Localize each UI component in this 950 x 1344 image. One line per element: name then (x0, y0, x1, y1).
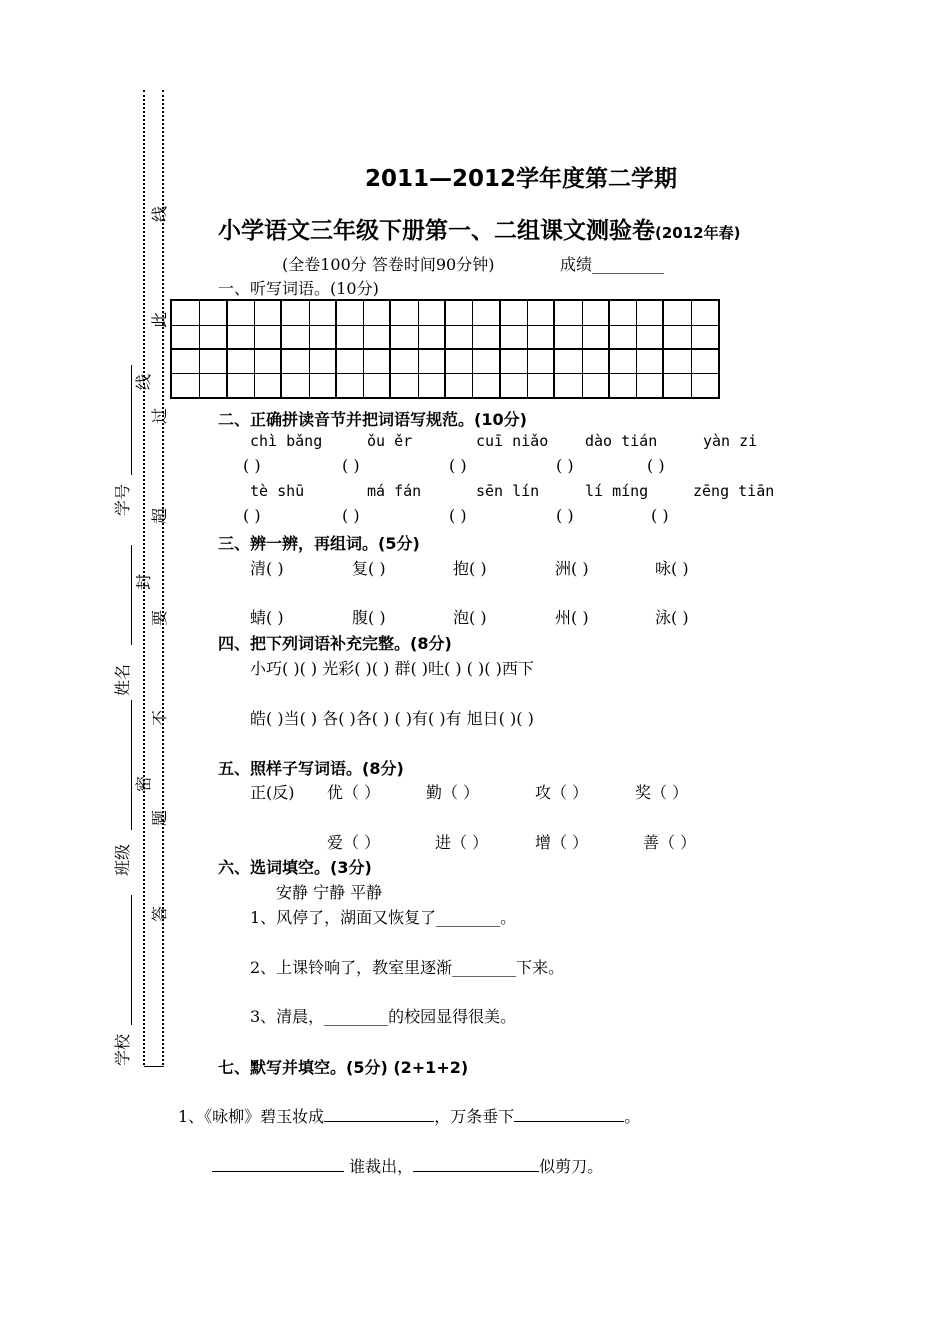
fill-question-1[interactable]: 1、风停了，湖面又恢复了________。 (250, 908, 517, 927)
section-3-heading: 三、辨一辨，再组词。(5分) (218, 534, 420, 553)
title-exam-suffix: (2012年春) (655, 224, 741, 242)
grid-half-column-line (582, 301, 583, 397)
antonym-item[interactable]: 优（ ） (327, 783, 381, 802)
grid-half-column-line (527, 301, 528, 397)
pinyin-item: lí míng (585, 482, 649, 500)
warn-char: 封 (134, 573, 154, 591)
poem-text: 似剪刀。 (539, 1157, 604, 1176)
title-exam-main: 小学语文三年级下册第一、二组课文测验卷 (218, 218, 655, 244)
pinyin-item: sēn lín (476, 482, 540, 500)
grid-half-column-line (309, 301, 310, 397)
grid-column-line (608, 301, 610, 397)
grid-half-column-line (199, 301, 200, 397)
pinyin-item: yàn zi (703, 432, 758, 450)
warn-char: 此 (150, 311, 170, 329)
section-6-heading: 六、选词填空。(3分) (218, 858, 372, 877)
pinyin-item: cuī niǎo (476, 432, 549, 450)
score-field[interactable]: 成绩_________ (560, 255, 665, 274)
word-item[interactable]: 州( ) (555, 608, 589, 627)
idiom-row-2[interactable]: 皓( )当( ) 各( )各( ) ( )有( )有 旭日( )( ) (250, 709, 534, 728)
pinyin-item: dào tián (585, 432, 658, 450)
poem-text: ，万条垂下 (434, 1107, 515, 1126)
warn-char: 要 (150, 609, 170, 627)
section-7-heading: 七、默写并填空。(5分) (2+1+2) (218, 1058, 469, 1077)
grid-half-column-line (363, 301, 364, 397)
pinyin-item: má fán (367, 482, 422, 500)
poem-blank[interactable] (514, 1107, 624, 1122)
idiom-row-1[interactable]: 小巧( )( ) 光彩( )( ) 群( )吐( ) ( )( )西下 (250, 659, 534, 678)
class-underline (131, 700, 132, 830)
example-item: 正(反) (250, 783, 295, 802)
warn-char: 题 (150, 809, 170, 827)
grid-half-column-line (691, 301, 692, 397)
title-term: 2011—2012学年度第二学期 (365, 166, 678, 192)
exam-info: (全卷100分 答卷时间90分钟) (282, 255, 495, 274)
word-item[interactable]: 咏( ) (655, 559, 689, 578)
antonym-item[interactable]: 攻（ ） (535, 783, 589, 802)
grid-column-line (553, 301, 555, 397)
pinyin-item: tè shū (250, 482, 305, 500)
word-item[interactable]: 泳( ) (655, 608, 689, 627)
answer-paren[interactable]: ( ) (556, 456, 574, 475)
antonym-item[interactable]: 进（ ） (435, 833, 489, 852)
field-school: 学校 (113, 1033, 133, 1067)
poem-blank[interactable] (324, 1107, 434, 1122)
answer-paren[interactable]: ( ) (449, 456, 467, 475)
section-1-heading: 一、听写词语。(10分) (218, 279, 379, 298)
section-5-heading: 五、照样子写词语。(8分) (218, 759, 404, 778)
grid-column-line (226, 301, 228, 397)
word-item[interactable]: 洲( ) (555, 559, 589, 578)
section-4-heading: 四、把下列词语补充完整。(8分) (218, 634, 452, 653)
poem-blank[interactable] (212, 1157, 344, 1172)
warn-char: 超 (150, 507, 170, 525)
field-name: 姓名 (113, 663, 133, 697)
warn-char: 密 (134, 775, 154, 793)
section-2-heading: 二、正确拼读音节并把词语写规范。(10分) (218, 410, 527, 429)
word-item[interactable]: 泡( ) (453, 608, 487, 627)
pinyin-item: ǒu ěr (367, 432, 413, 450)
field-class: 班级 (113, 843, 133, 877)
antonym-item[interactable]: 爱（ ） (327, 833, 381, 852)
warn-char: 答 (150, 905, 170, 923)
antonym-item[interactable]: 勤（ ） (426, 783, 480, 802)
grid-column-line (389, 301, 391, 397)
answer-paren[interactable]: ( ) (647, 456, 665, 475)
grid-half-column-line (254, 301, 255, 397)
name-underline (131, 545, 132, 645)
poem-question-1 (178, 1104, 640, 1127)
warn-char: 不 (150, 709, 170, 727)
grid-column-line (444, 301, 446, 397)
grid-column-line (662, 301, 664, 397)
answer-paren[interactable]: ( ) (342, 506, 360, 525)
poem-text: 1、《咏柳》碧玉妆成 (178, 1107, 325, 1126)
antonym-item[interactable]: 增（ ） (535, 833, 589, 852)
grid-half-column-line (636, 301, 637, 397)
school-id-underline (131, 365, 132, 475)
word-choices: 安静 宁静 平静 (276, 883, 383, 902)
word-item[interactable]: 抱( ) (453, 559, 487, 578)
answer-paren[interactable]: ( ) (342, 456, 360, 475)
grid-column-line (499, 301, 501, 397)
answer-paren[interactable]: ( ) (556, 506, 574, 525)
school-underline (131, 895, 132, 1025)
grid-half-column-line (472, 301, 473, 397)
pinyin-item: chì bǎng (250, 432, 323, 450)
poem-text: 谁裁出， (349, 1157, 414, 1176)
title-exam (218, 212, 740, 245)
binding-bottom-rule (144, 1066, 164, 1067)
antonym-item[interactable]: 奖（ ） (635, 783, 689, 802)
answer-paren[interactable]: ( ) (449, 506, 467, 525)
grid-half-column-line (418, 301, 419, 397)
pinyin-item: zēng tiān (693, 482, 775, 500)
word-item[interactable]: 清( ) (250, 559, 284, 578)
warn-char: 过 (150, 407, 170, 425)
word-item[interactable]: 复( ) (352, 559, 386, 578)
fill-question-3[interactable]: 3、清晨，________的校园显得很美。 (250, 1007, 517, 1026)
answer-paren[interactable]: ( ) (243, 506, 261, 525)
warn-char: 线 (134, 373, 154, 391)
answer-paren[interactable]: ( ) (243, 456, 261, 475)
poem-question-1-line-2 (212, 1154, 603, 1177)
word-item[interactable]: 蜻( ) (250, 608, 284, 627)
grid-column-line (280, 301, 282, 397)
dictation-writing-grid[interactable] (170, 299, 720, 399)
word-item[interactable]: 腹( ) (352, 608, 386, 627)
warn-char: 线 (150, 205, 170, 223)
poem-blank[interactable] (413, 1157, 539, 1172)
field-student-id: 学号 (113, 483, 133, 517)
answer-paren[interactable]: ( ) (651, 506, 669, 525)
antonym-item[interactable]: 善（ ） (643, 833, 697, 852)
poem-text: 。 (624, 1107, 641, 1126)
grid-column-line (335, 301, 337, 397)
fill-question-2[interactable]: 2、上课铃响了，教室里逐渐________下来。 (250, 958, 565, 977)
